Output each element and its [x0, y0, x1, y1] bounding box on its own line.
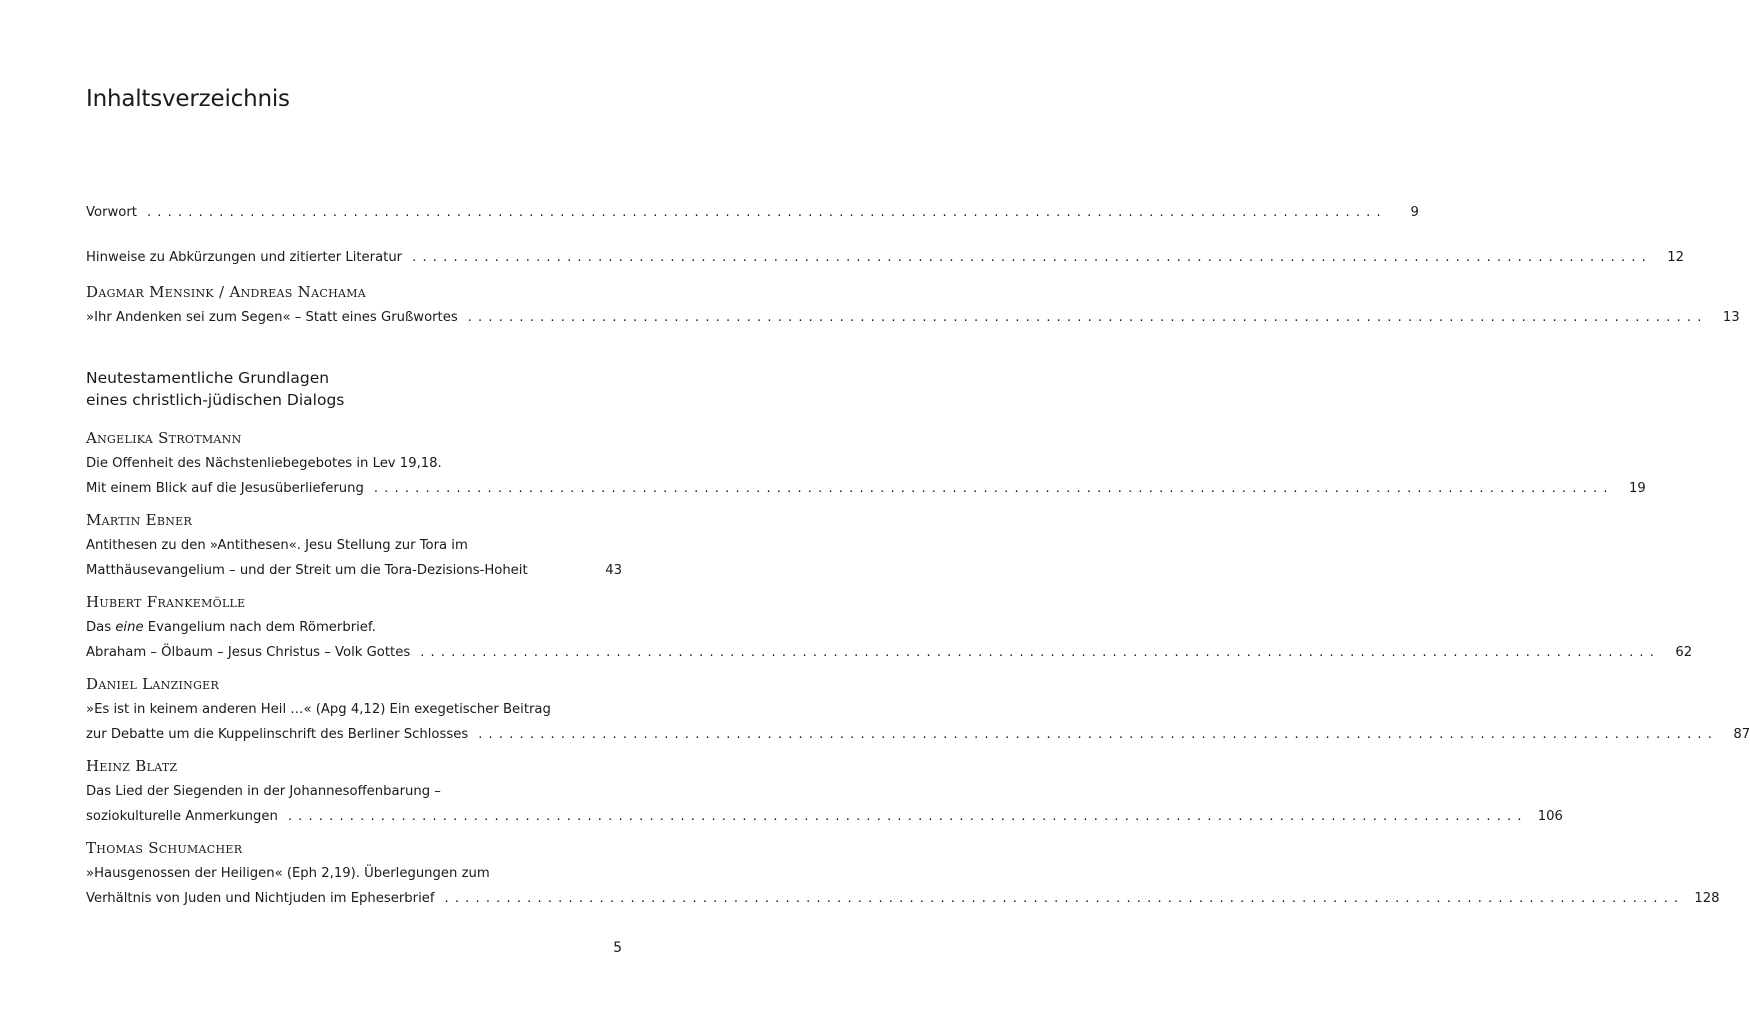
entry-title-line: Matthäusevangelium – und der Streit um die Tora-Dezisions-Hoheit — [86, 563, 528, 578]
entry-title: Hinweise zu Abkürzungen und zitierter Literatur — [86, 250, 403, 265]
entry-title-line: »Hausgenossen der Heiligen« (Eph 2,19). Überlegungen zum — [86, 866, 490, 881]
entry-title: »Ihr Andenken sei zum Segen« – Statt eines Grußwortes — [86, 310, 458, 325]
toc-entry-lanzinger[interactable] — [86, 697, 1750, 747]
entry-title-line: Das eine Evangelium nach dem Römerbrief. — [86, 620, 376, 635]
section-title-line: eines christlich-jüdischen Dialogs — [86, 391, 345, 409]
toc-entry-hinweise[interactable] — [86, 245, 1684, 270]
entry-title-line: Antithesen zu den »Antithesen«. Jesu Stellung zur Tora im — [86, 538, 468, 553]
dot-leader: ........................................................................................................................ — [373, 481, 1614, 496]
section-title — [86, 367, 626, 411]
dot-leader: ........................................................................................................................ — [146, 205, 1387, 220]
dot-leader: ........................................................................................................................ — [412, 250, 1652, 265]
dot-leader: ........................................................................................................................ — [420, 645, 1661, 660]
entry-page: 13 — [1722, 310, 1740, 325]
toc-entry-frankemoelle[interactable] — [86, 615, 1693, 665]
entry-page: 9 — [1410, 205, 1419, 220]
entry-title-line: Abraham – Ölbaum – Jesus Christus – Volk Gottes — [86, 645, 411, 660]
entry-title: Vorwort — [86, 205, 137, 220]
section-title-line: Neutestamentliche Grundlagen — [86, 369, 330, 387]
toc-entry-ebner[interactable] — [86, 533, 622, 583]
entry-author: Hubert Frankemölle — [86, 593, 246, 611]
entry-page: 12 — [1667, 250, 1684, 265]
entry-author: Thomas Schumacher — [86, 839, 243, 857]
entry-title-line: »Es ist in keinem anderen Heil …« (Apg 4,12) Ein exegetischer Beitrag — [86, 702, 551, 717]
entry-author: Martin Ebner — [86, 511, 193, 529]
toc-heading: Inhaltsverzeichnis — [86, 86, 290, 112]
entry-author: Angelika Strotmann — [86, 429, 242, 447]
entry-author: Dagmar Mensink / Andreas Nachama — [86, 283, 367, 301]
toc-entry-schumacher[interactable] — [86, 861, 1720, 911]
entry-title-line: Das Lied der Siegenden in der Johannesoffenbarung – — [86, 784, 441, 799]
entry-title-line: zur Debatte um die Kuppelinschrift des Berliner Schlosses — [86, 727, 469, 742]
entry-page: 87 — [1733, 727, 1750, 742]
entry-title-line: Die Offenheit des Nächstenliebegebotes in Lev 19,18. — [86, 456, 442, 471]
toc-entry-strotmann[interactable] — [86, 451, 1646, 501]
entry-page: 62 — [1675, 645, 1693, 660]
entry-page: 19 — [1628, 481, 1646, 496]
toc-entry-vorwort[interactable] — [86, 200, 1419, 225]
entry-page: 128 — [1694, 891, 1720, 906]
dot-leader: ........................................................................................................................ — [478, 727, 1719, 742]
entry-title-line: Verhältnis von Juden und Nichtjuden im Epheserbrief — [86, 891, 435, 906]
entry-author: Daniel Lanzinger — [86, 675, 220, 693]
toc-entry-andenken[interactable] — [86, 305, 1740, 330]
entry-page: 43 — [605, 563, 622, 578]
entry-author: Heinz Blatz — [86, 757, 178, 775]
entry-page: 106 — [1537, 809, 1563, 824]
dot-leader: ........................................................................................................................ — [467, 310, 1708, 325]
entry-title-line: Mit einem Blick auf die Jesusüberlieferung — [86, 481, 364, 496]
dot-leader: ........................................................................................................................ — [444, 891, 1685, 906]
entry-title-line: soziokulturelle Anmerkungen — [86, 809, 278, 824]
page-number: 5 — [613, 940, 622, 956]
dot-leader: ........................................................................................................................ — [287, 809, 1528, 824]
toc-entry-blatz[interactable] — [86, 779, 1563, 829]
emphasis: eine — [115, 620, 144, 635]
